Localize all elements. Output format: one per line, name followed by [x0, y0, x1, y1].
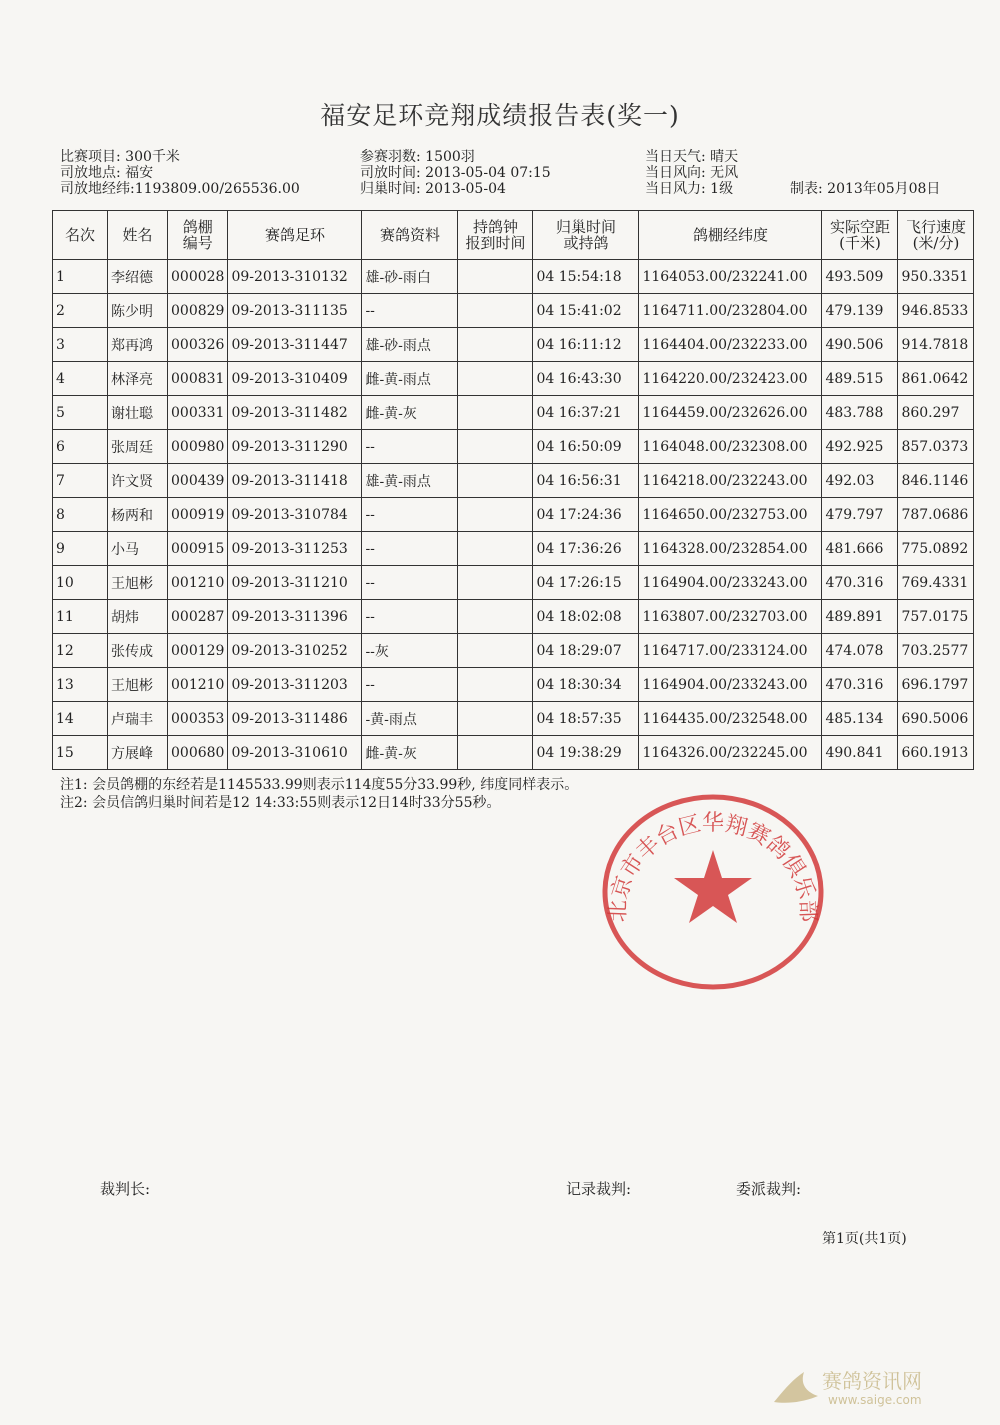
- name-cell: 方展峰: [108, 736, 168, 770]
- table-row: [53, 600, 974, 634]
- info-wind-force: 当日风力: 1级: [645, 181, 734, 197]
- loft-id-cell: 000831: [168, 362, 228, 396]
- info-count: 参赛羽数: 1500羽: [360, 149, 475, 165]
- clock-time-cell: [458, 260, 533, 294]
- ring-cell: 09-2013-311203: [228, 668, 362, 702]
- speed-cell: 846.1146: [898, 464, 974, 498]
- coordinate-cell: 1164328.00/232854.00: [639, 532, 822, 566]
- results-table: [52, 210, 974, 770]
- pigeon-info-cell: -黄-雨点: [362, 702, 458, 736]
- distance-cell: 485.134: [822, 702, 898, 736]
- pigeon-info-cell: 雄-砂-雨点: [362, 328, 458, 362]
- name-cell: 王旭彬: [108, 668, 168, 702]
- table-row: [53, 498, 974, 532]
- table-row: [53, 702, 974, 736]
- distance-cell: 492.03: [822, 464, 898, 498]
- distance-cell: 489.891: [822, 600, 898, 634]
- return-time-cell: 04 16:37:21: [533, 396, 639, 430]
- loft-id-cell: 001210: [168, 668, 228, 702]
- speed-cell: 690.5006: [898, 702, 974, 736]
- speed-cell: 860.297: [898, 396, 974, 430]
- coordinate-cell: 1164904.00/233243.00: [639, 668, 822, 702]
- header-return: 归巢时间 或持鸽: [533, 211, 639, 260]
- distance-cell: 493.509: [822, 260, 898, 294]
- loft-id-cell: 000829: [168, 294, 228, 328]
- speed-cell: 946.8533: [898, 294, 974, 328]
- return-time-cell: 04 19:38:29: [533, 736, 639, 770]
- rank-cell: 14: [53, 702, 108, 736]
- table-row: [53, 736, 974, 770]
- coordinate-cell: 1164326.00/232245.00: [639, 736, 822, 770]
- speed-cell: 769.4331: [898, 566, 974, 600]
- distance-cell: 489.515: [822, 362, 898, 396]
- table-row: [53, 532, 974, 566]
- return-time-cell: 04 15:41:02: [533, 294, 639, 328]
- name-cell: 林泽亮: [108, 362, 168, 396]
- rank-cell: 2: [53, 294, 108, 328]
- table-header-row: [53, 211, 974, 260]
- signature-chief: 裁判长:: [100, 1180, 151, 1198]
- speed-cell: 660.1913: [898, 736, 974, 770]
- coordinate-cell: 1163807.00/232703.00: [639, 600, 822, 634]
- ring-cell: 09-2013-310252: [228, 634, 362, 668]
- pigeon-info-cell: --: [362, 498, 458, 532]
- loft-id-cell: 000287: [168, 600, 228, 634]
- table-row: [53, 566, 974, 600]
- ring-cell: 09-2013-311290: [228, 430, 362, 464]
- rank-cell: 1: [53, 260, 108, 294]
- return-time-cell: 04 18:30:34: [533, 668, 639, 702]
- pigeon-info-cell: --: [362, 430, 458, 464]
- info-release-coord: 司放地经纬:1193809.00/265536.00: [60, 181, 300, 197]
- name-cell: 杨两和: [108, 498, 168, 532]
- pigeon-info-cell: 雌-黄-雨点: [362, 362, 458, 396]
- speed-cell: 696.1797: [898, 668, 974, 702]
- header-ring: 赛鸽足环: [228, 211, 362, 260]
- pigeon-info-cell: 雌-黄-灰: [362, 736, 458, 770]
- clock-time-cell: [458, 566, 533, 600]
- signature-delegate: 委派裁判:: [736, 1180, 802, 1198]
- distance-cell: 470.316: [822, 668, 898, 702]
- table-row: [53, 668, 974, 702]
- distance-cell: 479.797: [822, 498, 898, 532]
- header-rank: 名次: [53, 211, 108, 260]
- coordinate-cell: 1164220.00/232423.00: [639, 362, 822, 396]
- pigeon-info-cell: --: [362, 566, 458, 600]
- name-cell: 李绍德: [108, 260, 168, 294]
- club-seal: [600, 792, 826, 992]
- pigeon-info-cell: --: [362, 532, 458, 566]
- speed-cell: 757.0175: [898, 600, 974, 634]
- clock-time-cell: [458, 668, 533, 702]
- rank-cell: 15: [53, 736, 108, 770]
- clock-time-cell: [458, 430, 533, 464]
- watermark-text: 赛鸽资讯网: [822, 1369, 922, 1393]
- return-time-cell: 04 18:57:35: [533, 702, 639, 736]
- rank-cell: 8: [53, 498, 108, 532]
- info-wind-dir: 当日风向: 无风: [645, 165, 739, 181]
- ring-cell: 09-2013-311396: [228, 600, 362, 634]
- name-cell: 郑再鸿: [108, 328, 168, 362]
- star-icon: [674, 850, 752, 923]
- speed-cell: 775.0892: [898, 532, 974, 566]
- clock-time-cell: [458, 634, 533, 668]
- header-clock: 持鸽钟 报到时间: [458, 211, 533, 260]
- return-time-cell: 04 18:02:08: [533, 600, 639, 634]
- site-watermark: [770, 1362, 970, 1412]
- rank-cell: 12: [53, 634, 108, 668]
- rank-cell: 3: [53, 328, 108, 362]
- name-cell: 卢瑞丰: [108, 702, 168, 736]
- distance-cell: 490.841: [822, 736, 898, 770]
- header-speed: 飞行速度 (米/分): [898, 211, 974, 260]
- clock-time-cell: [458, 600, 533, 634]
- table-row: [53, 294, 974, 328]
- loft-id-cell: 000129: [168, 634, 228, 668]
- distance-cell: 479.139: [822, 294, 898, 328]
- header-coord: 鸽棚经纬度: [639, 211, 822, 260]
- loft-id-cell: 000353: [168, 702, 228, 736]
- rank-cell: 13: [53, 668, 108, 702]
- return-time-cell: 04 18:29:07: [533, 634, 639, 668]
- return-time-cell: 04 16:56:31: [533, 464, 639, 498]
- note-1: 注1: 会员鸽棚的东经若是1145533.99则表示114度55分33.99秒, 纬度同样表示。: [60, 777, 579, 793]
- header-loft: 鸽棚 编号: [168, 211, 228, 260]
- loft-id-cell: 000439: [168, 464, 228, 498]
- ring-cell: 09-2013-310132: [228, 260, 362, 294]
- return-time-cell: 04 17:36:26: [533, 532, 639, 566]
- ring-cell: 09-2013-311482: [228, 396, 362, 430]
- pigeon-info-cell: 雄-砂-雨白: [362, 260, 458, 294]
- name-cell: 胡炜: [108, 600, 168, 634]
- table-row: [53, 430, 974, 464]
- table-row: [53, 362, 974, 396]
- header-name: 姓名: [108, 211, 168, 260]
- ring-cell: 09-2013-310409: [228, 362, 362, 396]
- clock-time-cell: [458, 498, 533, 532]
- name-cell: 王旭彬: [108, 566, 168, 600]
- coordinate-cell: 1164459.00/232626.00: [639, 396, 822, 430]
- distance-cell: 474.078: [822, 634, 898, 668]
- speed-cell: 857.0373: [898, 430, 974, 464]
- info-made-date: 制表: 2013年05月08日: [790, 181, 941, 197]
- coordinate-cell: 1164053.00/232241.00: [639, 260, 822, 294]
- coordinate-cell: 1164435.00/232548.00: [639, 702, 822, 736]
- seal-text: 北京市丰台区华翔赛鸽俱乐部: [605, 811, 821, 923]
- speed-cell: 914.7818: [898, 328, 974, 362]
- pigeon-icon: [774, 1372, 818, 1403]
- pigeon-info-cell: 雌-黄-灰: [362, 396, 458, 430]
- loft-id-cell: 000680: [168, 736, 228, 770]
- name-cell: 许文贤: [108, 464, 168, 498]
- ring-cell: 09-2013-310610: [228, 736, 362, 770]
- distance-cell: 481.666: [822, 532, 898, 566]
- return-time-cell: 04 16:11:12: [533, 328, 639, 362]
- clock-time-cell: [458, 736, 533, 770]
- ring-cell: 09-2013-311418: [228, 464, 362, 498]
- distance-cell: 492.925: [822, 430, 898, 464]
- header-info: 赛鸽资料: [362, 211, 458, 260]
- loft-id-cell: 000915: [168, 532, 228, 566]
- info-weather: 当日天气: 晴天: [645, 149, 739, 165]
- note-2: 注2: 会员信鸽归巢时间若是12 14:33:55则表示12日14时33分55秒。: [60, 795, 501, 811]
- name-cell: 张传成: [108, 634, 168, 668]
- report-title: 福安足环竞翔成绩报告表(奖一): [320, 101, 680, 130]
- table-row: [53, 634, 974, 668]
- coordinate-cell: 1164717.00/233124.00: [639, 634, 822, 668]
- coordinate-cell: 1164650.00/232753.00: [639, 498, 822, 532]
- signature-record: 记录裁判:: [566, 1180, 632, 1198]
- watermark-url: www.saige.com: [828, 1393, 922, 1407]
- pigeon-info-cell: --灰: [362, 634, 458, 668]
- rank-cell: 7: [53, 464, 108, 498]
- clock-time-cell: [458, 328, 533, 362]
- coordinate-cell: 1164904.00/233243.00: [639, 566, 822, 600]
- speed-cell: 861.0642: [898, 362, 974, 396]
- distance-cell: 470.316: [822, 566, 898, 600]
- header-distance: 实际空距 (千米): [822, 211, 898, 260]
- distance-cell: 490.506: [822, 328, 898, 362]
- distance-cell: 483.788: [822, 396, 898, 430]
- pigeon-info-cell: --: [362, 600, 458, 634]
- coordinate-cell: 1164218.00/232243.00: [639, 464, 822, 498]
- rank-cell: 5: [53, 396, 108, 430]
- rank-cell: 9: [53, 532, 108, 566]
- ring-cell: 09-2013-310784: [228, 498, 362, 532]
- loft-id-cell: 000919: [168, 498, 228, 532]
- return-time-cell: 04 16:43:30: [533, 362, 639, 396]
- return-time-cell: 04 15:54:18: [533, 260, 639, 294]
- rank-cell: 6: [53, 430, 108, 464]
- speed-cell: 950.3351: [898, 260, 974, 294]
- coordinate-cell: 1164404.00/232233.00: [639, 328, 822, 362]
- return-time-cell: 04 17:26:15: [533, 566, 639, 600]
- name-cell: 谢壮聪: [108, 396, 168, 430]
- pigeon-info-cell: 雄-黄-雨点: [362, 464, 458, 498]
- rank-cell: 4: [53, 362, 108, 396]
- ring-cell: 09-2013-311135: [228, 294, 362, 328]
- loft-id-cell: 000331: [168, 396, 228, 430]
- ring-cell: 09-2013-311253: [228, 532, 362, 566]
- speed-cell: 703.2577: [898, 634, 974, 668]
- ring-cell: 09-2013-311486: [228, 702, 362, 736]
- loft-id-cell: 000028: [168, 260, 228, 294]
- ring-cell: 09-2013-311447: [228, 328, 362, 362]
- clock-time-cell: [458, 702, 533, 736]
- ring-cell: 09-2013-311210: [228, 566, 362, 600]
- clock-time-cell: [458, 362, 533, 396]
- return-time-cell: 04 17:24:36: [533, 498, 639, 532]
- page-number: 第1页(共1页): [822, 1231, 907, 1247]
- info-project: 比赛项目: 300千米: [60, 149, 180, 165]
- clock-time-cell: [458, 294, 533, 328]
- clock-time-cell: [458, 532, 533, 566]
- info-release-place: 司放地点: 福安: [60, 165, 154, 181]
- info-return-time: 归巢时间: 2013-05-04: [360, 181, 506, 197]
- speed-cell: 787.0686: [898, 498, 974, 532]
- loft-id-cell: 001210: [168, 566, 228, 600]
- clock-time-cell: [458, 464, 533, 498]
- name-cell: 张周廷: [108, 430, 168, 464]
- pigeon-info-cell: --: [362, 668, 458, 702]
- coordinate-cell: 1164048.00/232308.00: [639, 430, 822, 464]
- table-row: [53, 328, 974, 362]
- table-row: [53, 464, 974, 498]
- table-row: [53, 260, 974, 294]
- table-row: [53, 396, 974, 430]
- return-time-cell: 04 16:50:09: [533, 430, 639, 464]
- name-cell: 小马: [108, 532, 168, 566]
- pigeon-info-cell: --: [362, 294, 458, 328]
- coordinate-cell: 1164711.00/232804.00: [639, 294, 822, 328]
- loft-id-cell: 000980: [168, 430, 228, 464]
- rank-cell: 10: [53, 566, 108, 600]
- name-cell: 陈少明: [108, 294, 168, 328]
- loft-id-cell: 000326: [168, 328, 228, 362]
- info-release-time: 司放时间: 2013-05-04 07:15: [360, 165, 551, 181]
- clock-time-cell: [458, 396, 533, 430]
- rank-cell: 11: [53, 600, 108, 634]
